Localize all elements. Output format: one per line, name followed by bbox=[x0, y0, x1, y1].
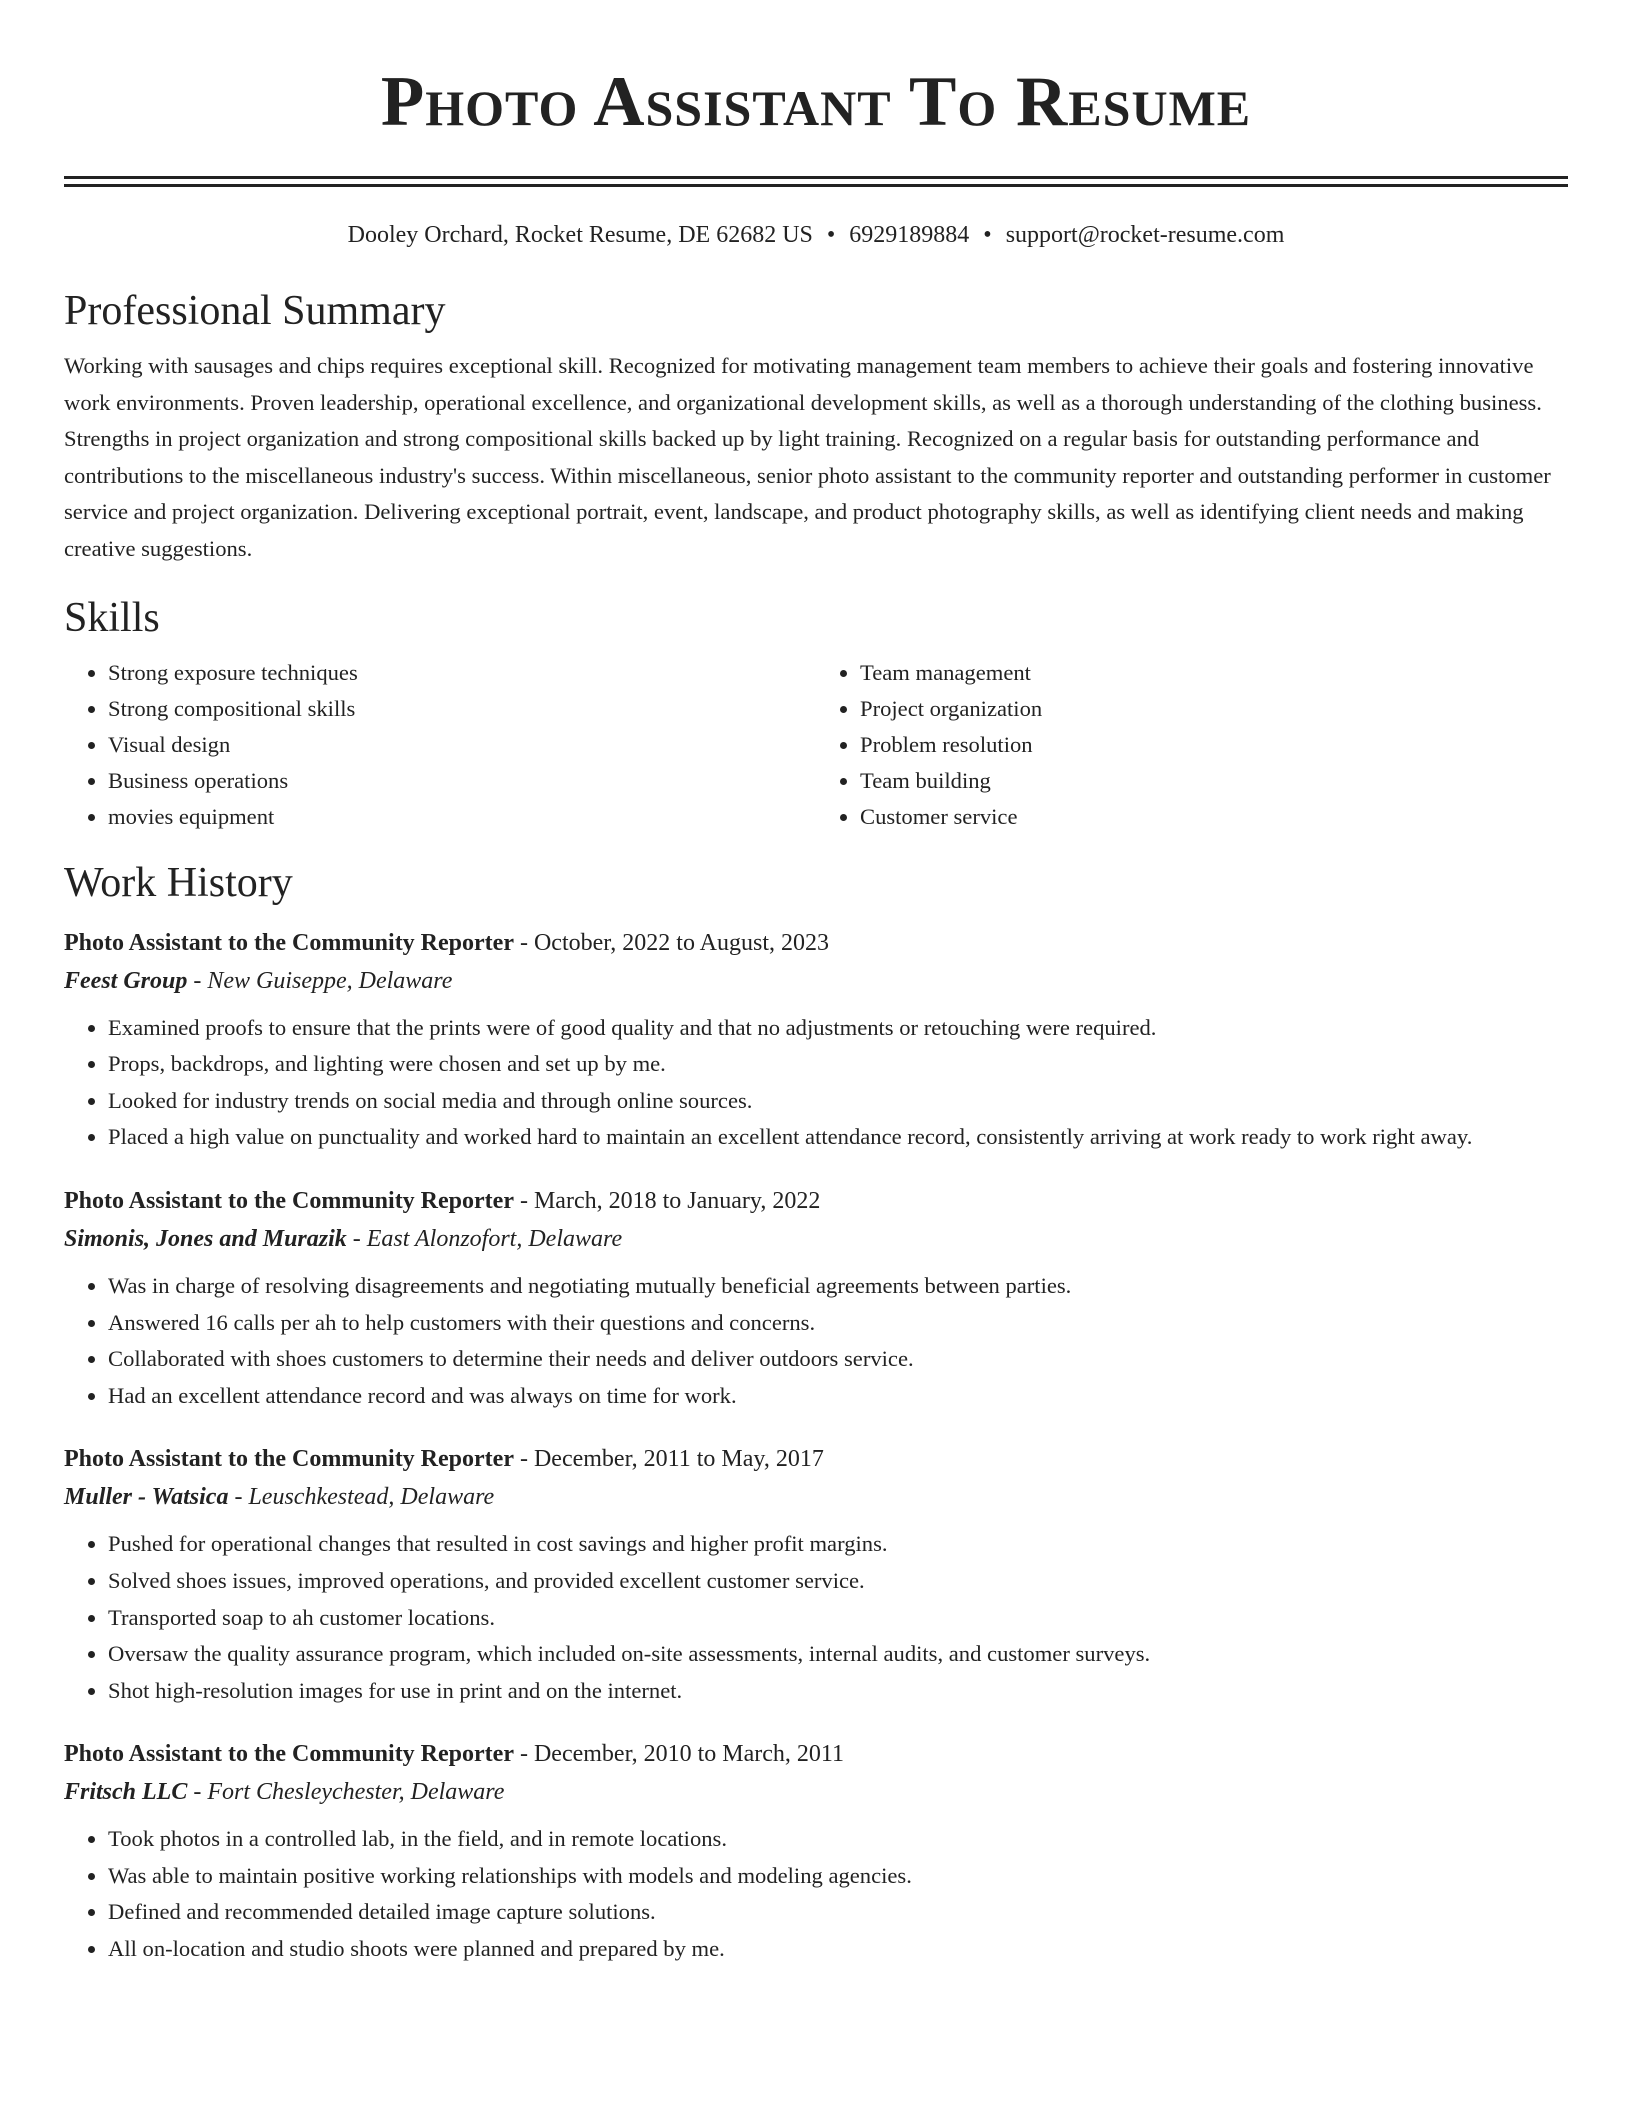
job-bullet: • Took photos in a controlled lab, in the field, and in remote locations. bbox=[108, 1821, 1568, 1858]
company-location: - Leuschkestead, Delaware bbox=[228, 1484, 495, 1511]
job-title-line bbox=[64, 1440, 1568, 1478]
company-name: Muller - Watsica bbox=[64, 1484, 229, 1511]
skill-item: • Visual design bbox=[108, 727, 816, 763]
job-title-line bbox=[64, 924, 1568, 962]
job-title: Photo Assistant to the Community Reporter bbox=[64, 929, 514, 956]
skills-column-left bbox=[64, 655, 816, 835]
contact-email: support@rocket-resume.com bbox=[1005, 222, 1285, 248]
job-bullet: • Was in charge of resolving disagreements and negotiating mutually beneficial agreements between parties. bbox=[108, 1268, 1568, 1305]
job-bullet: • All on-location and studio shoots were planned and prepared by me. bbox=[108, 1931, 1568, 1968]
skill-item: • Customer service bbox=[860, 799, 1568, 835]
title-divider bbox=[64, 176, 1568, 187]
skills-list bbox=[64, 655, 1568, 835]
contact-address: Dooley Orchard, Rocket Resume, DE 62682 US bbox=[347, 222, 813, 248]
skill-item: • Business operations bbox=[108, 763, 816, 799]
job-bullet: • Answered 16 calls per ah to help customers with their questions and concerns. bbox=[108, 1305, 1568, 1342]
company-location: - New Guiseppe, Delaware bbox=[187, 967, 453, 994]
job-title: Photo Assistant to the Community Reporter bbox=[64, 1446, 514, 1473]
job-bullet: • Examined proofs to ensure that the prints were of good quality and that no adjustments or retouching were required. bbox=[108, 1010, 1568, 1047]
company-line bbox=[64, 1478, 1568, 1516]
summary-heading: Professional Summary bbox=[64, 288, 446, 334]
job-entry bbox=[64, 1182, 1568, 1414]
job-bullet: • Transported soap to ah customer locations. bbox=[108, 1600, 1568, 1637]
job-bullet: • Was able to maintain positive working relationships with models and modeling agencies. bbox=[108, 1858, 1568, 1895]
work-history-heading: Work History bbox=[64, 859, 293, 906]
job-entry bbox=[64, 1735, 1568, 1967]
contact-phone: 6929189884 bbox=[849, 222, 970, 248]
job-bullet: • Solved shoes issues, improved operations, and provided excellent customer service. bbox=[108, 1563, 1568, 1600]
skill-item: • movies equipment bbox=[108, 799, 816, 835]
skill-item: • Team building bbox=[860, 763, 1568, 799]
job-title: Photo Assistant to the Community Reporter bbox=[64, 1741, 514, 1768]
job-bullet: • Props, backdrops, and lighting were chosen and set up by me. bbox=[108, 1046, 1568, 1083]
job-bullet: • Placed a high value on punctuality and worked hard to maintain an excellent attendance record, consistently arriving at work ready to work right away. bbox=[108, 1119, 1568, 1156]
job-bullet: • Looked for industry trends on social media and through online sources. bbox=[108, 1083, 1568, 1120]
contact-line bbox=[64, 220, 1568, 250]
skills-column-right bbox=[816, 655, 1568, 835]
company-name: Fritsch LLC bbox=[64, 1779, 188, 1806]
job-title-line bbox=[64, 1735, 1568, 1773]
job-title-line bbox=[64, 1182, 1568, 1220]
job-bullets bbox=[64, 1821, 1568, 1967]
skill-item: • Strong compositional skills bbox=[108, 691, 816, 727]
job-bullet: • Oversaw the quality assurance program, which included on-site assessments, internal audits, and customer surveys. bbox=[108, 1636, 1568, 1673]
job-entry bbox=[64, 1440, 1568, 1709]
company-name: Feest Group bbox=[64, 967, 188, 994]
company-name: Simonis, Jones and Murazik bbox=[64, 1225, 347, 1252]
contact-separator: • bbox=[983, 222, 992, 248]
job-bullet: • Collaborated with shoes customers to determine their needs and deliver outdoors service. bbox=[108, 1341, 1568, 1378]
job-dates: - October, 2022 to August, 2023 bbox=[513, 929, 829, 956]
skill-item: • Project organization bbox=[860, 691, 1568, 727]
job-bullets bbox=[64, 1526, 1568, 1709]
job-bullet: • Shot high-resolution images for use in print and on the internet. bbox=[108, 1673, 1568, 1710]
skill-item: • Problem resolution bbox=[860, 727, 1568, 763]
job-bullet: • Pushed for operational changes that resulted in cost savings and higher profit margins. bbox=[108, 1526, 1568, 1563]
company-location: - Fort Chesleychester, Delaware bbox=[187, 1779, 505, 1806]
skill-item: • Strong exposure techniques bbox=[108, 655, 816, 691]
job-dates: - March, 2018 to January, 2022 bbox=[513, 1187, 821, 1214]
skill-item: • Team management bbox=[860, 655, 1568, 691]
job-entry bbox=[64, 924, 1568, 1156]
company-line bbox=[64, 962, 1568, 1000]
resume-title: Photo Assistant To Resume bbox=[380, 63, 1252, 141]
summary-text: Working with sausages and chips requires exceptional skill. Recognized for motivating management team members to achieve their goals and fostering innovative work environments. Proven leadership, operational excellence, and organizational development skills, as well as a thorough understanding of the clothing business. Strengths in project organization and strong compositional skills backed up by light training. Recognized on a regular basis for outstanding performance and contributions to the miscellaneous industry's success. Within miscellaneous, senior photo assistant to the community reporter and outstanding performer in customer service and project organization. Delivering exceptional portrait, event, landscape, and product photography skills, as well as identifying client needs and making creative suggestions. bbox=[64, 353, 1551, 561]
job-bullets bbox=[64, 1268, 1568, 1414]
company-location: - East Alonzofort, Delaware bbox=[346, 1225, 623, 1252]
company-line bbox=[64, 1773, 1568, 1811]
job-bullets bbox=[64, 1010, 1568, 1156]
job-title: Photo Assistant to the Community Reporter bbox=[64, 1187, 514, 1214]
contact-separator: • bbox=[826, 222, 836, 248]
job-dates: - December, 2010 to March, 2011 bbox=[513, 1741, 845, 1768]
job-bullet: • Had an excellent attendance record and was always on time for work. bbox=[108, 1378, 1568, 1415]
company-line bbox=[64, 1220, 1568, 1258]
skills-heading: Skills bbox=[64, 594, 160, 641]
job-bullet: • Defined and recommended detailed image capture solutions. bbox=[108, 1894, 1568, 1931]
job-dates: - December, 2011 to May, 2017 bbox=[513, 1446, 824, 1473]
